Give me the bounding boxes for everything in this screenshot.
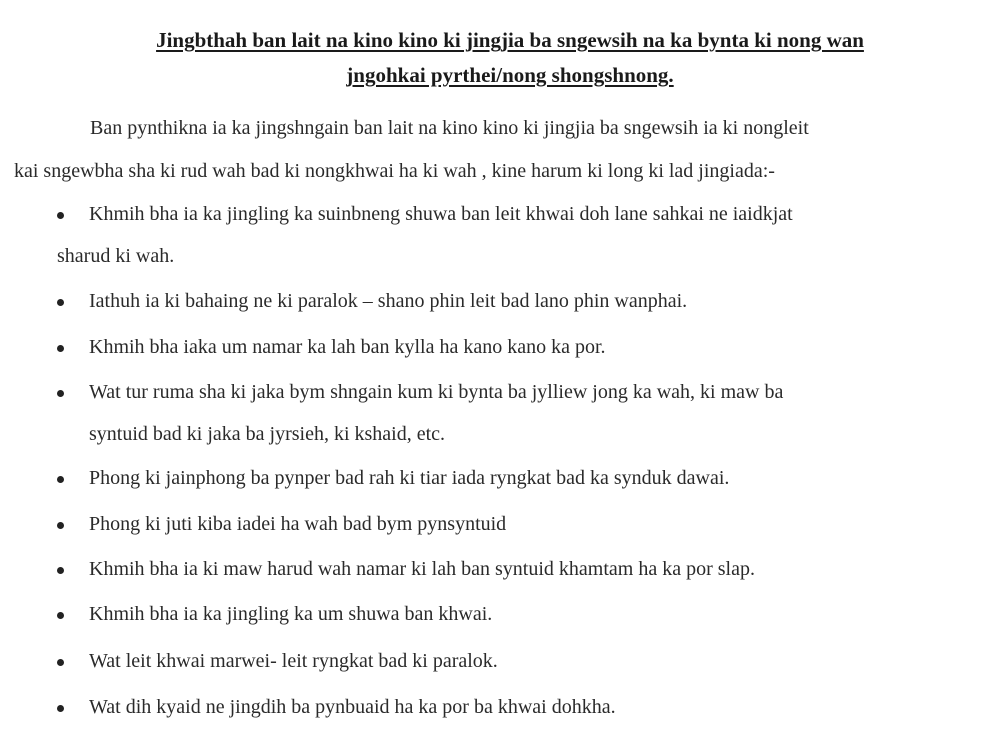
bullet-icon: [57, 567, 64, 574]
list-item-text: Iathuh ia ki bahaing ne ki paralok – shano phin leit bad lano phin wanphai.: [89, 290, 688, 312]
list-item-text-continuation: sharud ki wah.: [57, 245, 175, 267]
document-title-line-2: jngohkai pyrthei/nong shongshnong.: [346, 63, 674, 87]
bullet-icon: [57, 612, 64, 619]
bullet-icon: [57, 476, 64, 483]
bullet-icon: [57, 345, 64, 352]
list-item-text: Wat dih kyaid ne jingdih ba pynbuaid ha ka por ba khwai dohkha.: [89, 696, 616, 718]
bullet-icon: [57, 212, 64, 219]
bullet-icon: [57, 390, 64, 397]
list-item-text: Wat tur ruma sha ki jaka bym shngain kum ki bynta ba jylliew jong ka wah, ki maw ba: [89, 381, 784, 403]
list-item-text: Khmih bha ia ki maw harud wah namar ki lah ban syntuid khamtam ha ka por slap.: [89, 558, 755, 580]
bullet-icon: [57, 659, 64, 666]
document-title-line-1: Jingbthah ban lait na kino kino ki jingjia ba sngewsih na ka bynta ki nong wan: [156, 28, 864, 52]
list-item-text: Khmih bha iaka um namar ka lah ban kylla ha kano kano ka por.: [89, 336, 606, 358]
list-item-text: Wat leit khwai marwei- leit ryngkat bad ki paralok.: [89, 650, 498, 672]
list-item-text: Phong ki jainphong ba pynper bad rah ki tiar iada ryngkat bad ka synduk dawai.: [89, 467, 730, 489]
list-item-text: Phong ki juti kiba iadei ha wah bad bym pynsyntuid: [89, 513, 507, 535]
bullet-icon: [57, 299, 64, 306]
bullet-icon: [57, 522, 64, 529]
list-item-text: Khmih bha ia ka jingling ka suinbneng shuwa ban leit khwai doh lane sahkai ne iaidkjat: [89, 203, 793, 225]
intro-paragraph-line-1: Ban pynthikna ia ka jingshngain ban lait na kino kino ki jingjia ba sngewsih ia ki nongleit: [90, 117, 809, 139]
bullet-icon: [57, 705, 64, 712]
list-item-text-continuation: syntuid bad ki jaka ba jyrsieh, ki kshaid, etc.: [89, 423, 446, 445]
list-item-text: Khmih bha ia ka jingling ka um shuwa ban khwai.: [89, 603, 493, 625]
intro-paragraph-line-2: kai sngewbha sha ki rud wah bad ki nongkhwai ha ki wah , kine harum ki long ki lad jingiada:-: [14, 160, 775, 182]
